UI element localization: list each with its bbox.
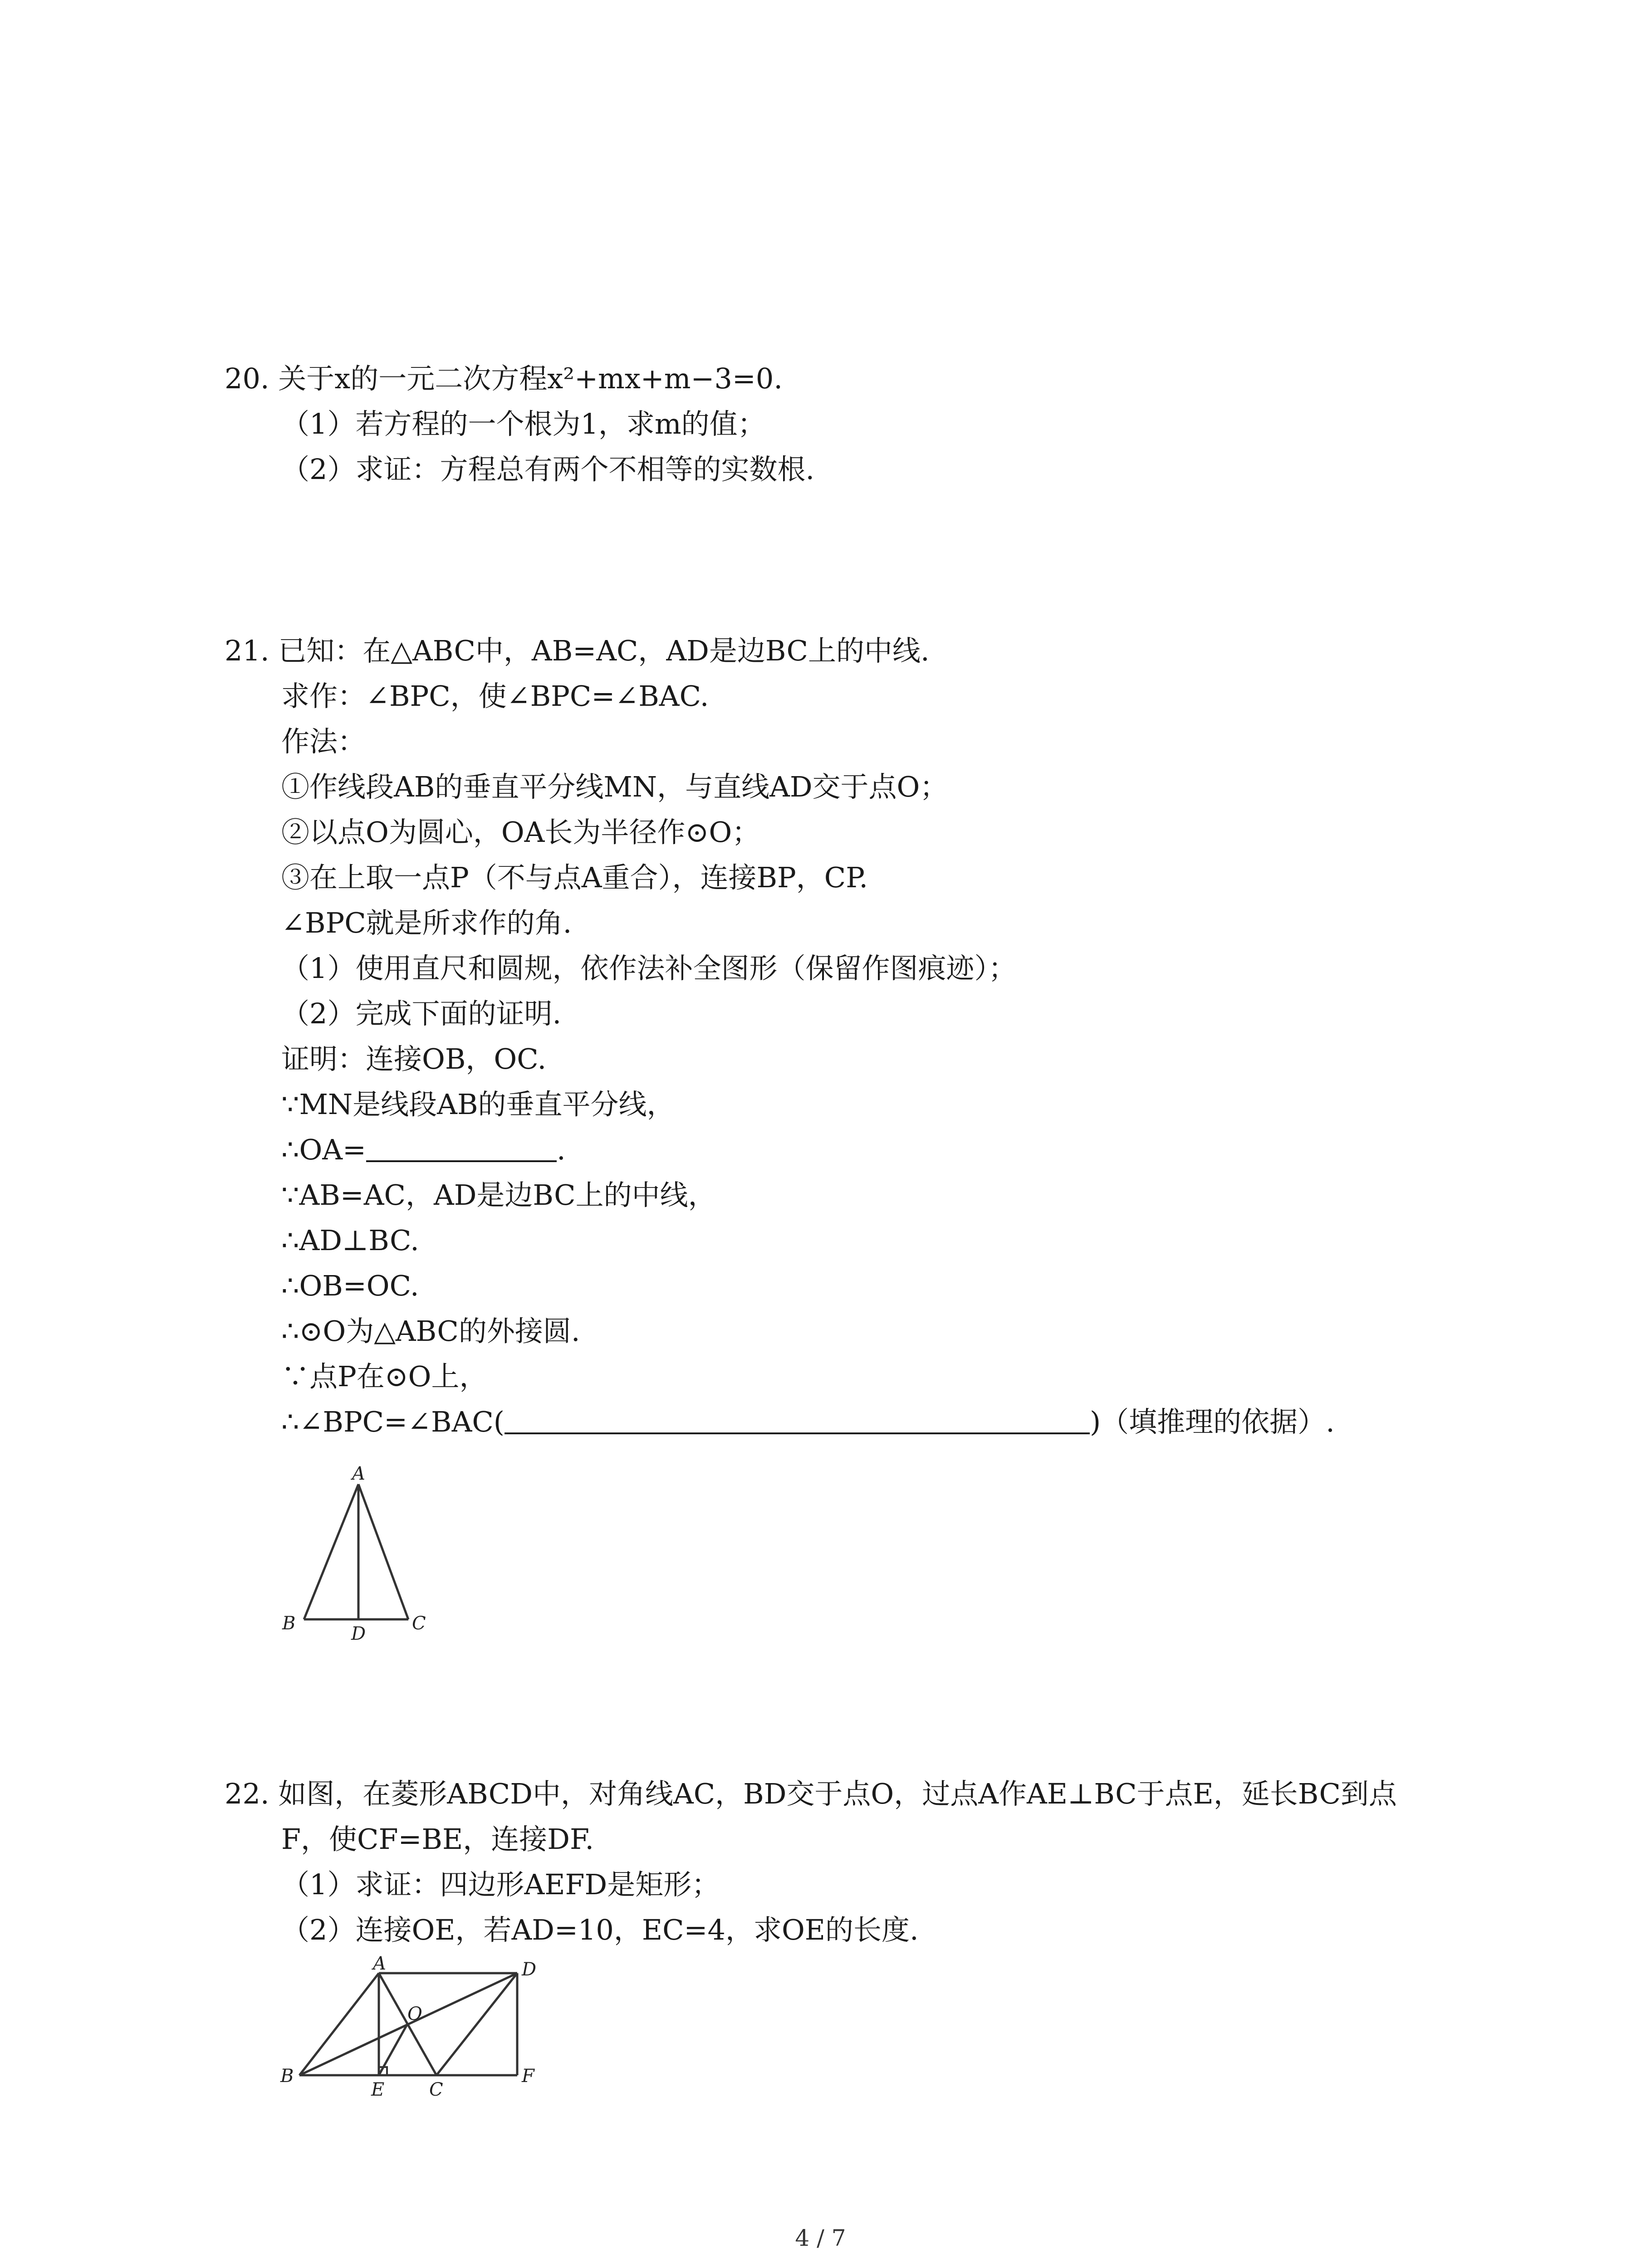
- q21-proof-hint: )（填推理的依据）.: [1089, 1405, 1335, 1438]
- answer-blank-reason[interactable]: [505, 1406, 1090, 1434]
- q21-proof-start: 证明：连接OB，OC.: [281, 1042, 547, 1075]
- q20-title: 20. 关于x的一元二次方程x²+mx+m−3=0.: [225, 362, 783, 395]
- point-c-label: C: [412, 1613, 426, 1634]
- triangle-figure: [272, 1465, 454, 1647]
- q21-proof-line5: ∴OB=OC.: [281, 1269, 419, 1302]
- q21-part1: （1）使用直尺和圆规，依作法补全图形（保留作图痕迹）；: [281, 952, 1017, 985]
- point-b-label: B: [282, 1613, 296, 1634]
- segment-ab: [304, 1484, 358, 1619]
- q21-step3: ③在上取一点P（不与点A重合），连接BP，CP.: [281, 861, 868, 894]
- q21-proof-line3: ∵AB=AC，AD是边BC上的中线，: [281, 1178, 716, 1212]
- q22-title-cont: F，使CF=BE，连接DF.: [281, 1823, 594, 1856]
- q21-title: 21. 已知：在△ABC中，AB=AC，AD是边BC上的中线.: [225, 634, 930, 667]
- point-o-label: O: [407, 2004, 422, 2024]
- point-c-label: C: [429, 2079, 443, 2100]
- q21-proof-period: .: [557, 1133, 566, 1166]
- segment-cd: [436, 1973, 517, 2075]
- segment-ac: [358, 1484, 408, 1619]
- q21-conclusion: ∠BPC就是所求作的角.: [281, 906, 572, 939]
- q22-title: 22. 如图，在菱形ABCD中，对角线AC，BD交于点O，过点A作AE⊥BC于点E，延长BC到点: [225, 1777, 1397, 1810]
- point-b-label: B: [280, 2066, 294, 2087]
- q21-proof-angle-label: ∴∠BPC=∠BAC(: [281, 1405, 505, 1438]
- point-d-label: D: [351, 1623, 366, 1644]
- q20-part2: （2）求证：方程总有两个不相等的实数根.: [281, 453, 815, 486]
- q21-part2: （2）完成下面的证明.: [281, 997, 562, 1030]
- q21-proof-line1: ∵MN是线段AB的垂直平分线，: [281, 1088, 675, 1121]
- rhombus-rectangle-figure: [272, 1955, 554, 2105]
- point-e-label: E: [371, 2079, 385, 2100]
- point-a-label: A: [352, 1465, 365, 1484]
- segment-ab: [299, 1973, 379, 2075]
- point-f-label: F: [522, 2066, 534, 2087]
- q21-proof-line4: ∴AD⊥BC.: [281, 1224, 419, 1257]
- point-d-label: D: [522, 1959, 537, 1980]
- q21-step2: ②以点O为圆心，OA长为半径作⊙O；: [281, 816, 760, 849]
- q22-part1: （1）求证：四边形AEFD是矩形；: [281, 1868, 720, 1901]
- q21-method-heading: 作法：: [281, 725, 366, 758]
- q22-part2: （2）连接OE，若AD=10，EC=4，求OE的长度.: [281, 1913, 919, 1946]
- q21-task: 求作：∠BPC，使∠BPC=∠BAC.: [281, 679, 709, 713]
- q21-proof-line6: ∴⊙O为△ABC的外接圆.: [281, 1315, 580, 1348]
- point-a-label: A: [373, 1955, 386, 1974]
- page-number: 4 / 7: [795, 2225, 846, 2251]
- q20-part1: （1）若方程的一个根为1，求m的值；: [281, 407, 766, 440]
- q21-proof-line8: [281, 1404, 1335, 1440]
- q21-proof-line7: ∵点P在⊙O上，: [281, 1360, 488, 1393]
- q21-step1: ①作线段AB的垂直平分线MN，与直线AD交于点O；: [281, 770, 948, 803]
- q21-proof-oa-label: ∴OA=: [281, 1133, 366, 1166]
- answer-blank-oa[interactable]: [366, 1134, 557, 1162]
- q21-proof-line2: [281, 1132, 566, 1168]
